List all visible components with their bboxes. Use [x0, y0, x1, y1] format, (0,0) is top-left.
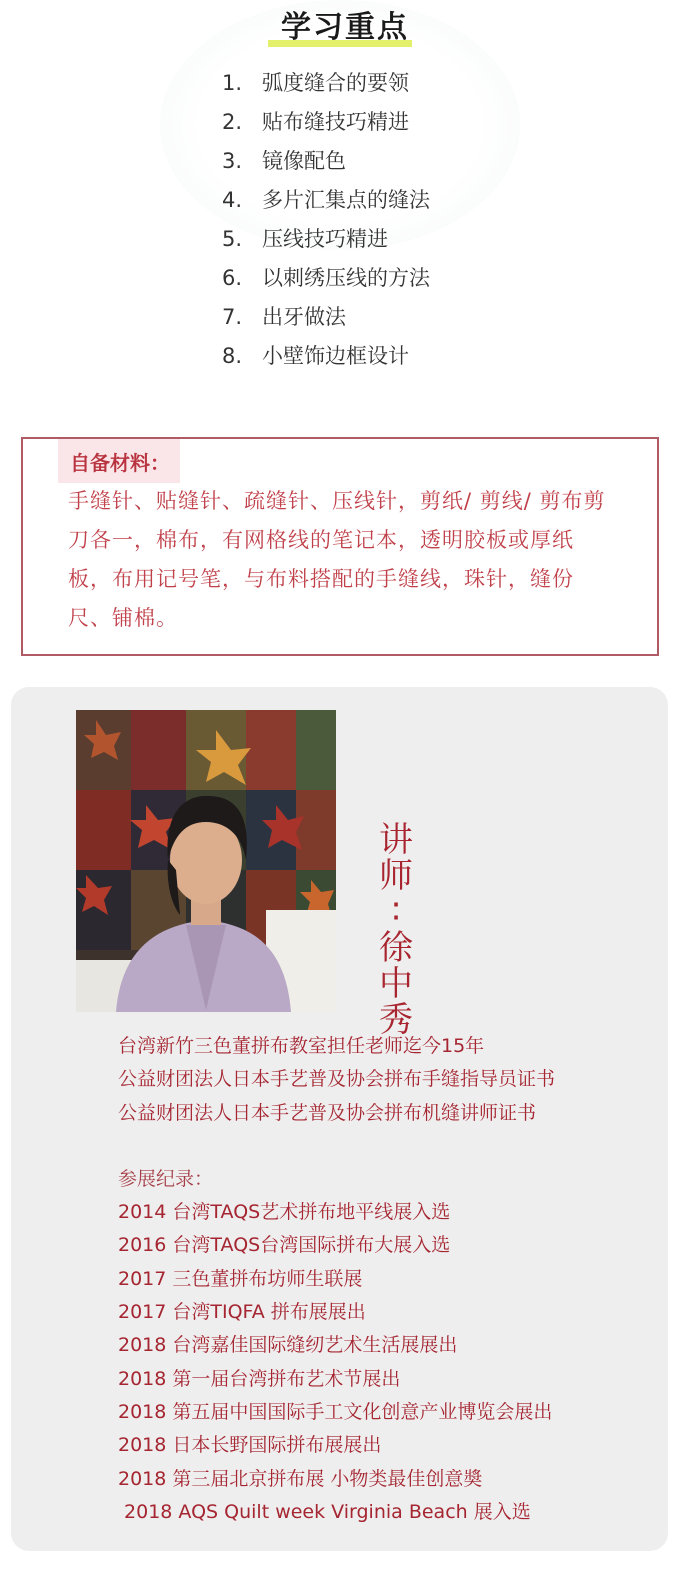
exhibition-item: 2018 第三届北京拼布展 小物类最佳创意奬	[118, 1467, 483, 1490]
credential-line: 公益财团法人日本手艺普及协会拼布手缝指导员证书	[118, 1068, 556, 1091]
materials-line: 刀各一，棉布，有网格线的笔记本，透明胶板或厚纸	[68, 528, 574, 552]
exhibition-item: 2017 三色董拼布坊师生联展	[118, 1267, 363, 1290]
list-item: 2. 贴布缝技巧精进	[222, 110, 409, 134]
materials-line: 尺、铺棉。	[68, 606, 178, 630]
teacher-bio	[118, 1030, 658, 1529]
teacher-name-vertical: 讲 师 ∶ 徐 中 秀	[379, 820, 413, 1040]
key-points-list	[222, 64, 430, 376]
list-item: 5. 压线技巧精进	[222, 227, 388, 251]
exhibition-item: 2018 第一届台湾拼布艺术节展出	[118, 1367, 401, 1390]
exhibition-item: 2018 日本长野国际拼布展展出	[118, 1434, 382, 1457]
list-item: 6. 以刺绣压线的方法	[222, 266, 430, 290]
credential-line: 台湾新竹三色董拼布教室担任老师迄今15年	[118, 1035, 485, 1057]
quilt-portrait-image	[76, 710, 336, 1012]
exhibition-item: 2018 台湾嘉佳国际缝纫艺术生活展展出	[118, 1334, 458, 1357]
credential-line: 公益财团法人日本手艺普及协会拼布机缝讲师证书	[118, 1101, 537, 1124]
materials-heading: 自备材料：	[70, 451, 170, 475]
exhibition-item: 2016 台湾TAQS台湾国际拼布大展入选	[118, 1234, 451, 1257]
exhibition-item: 2018 AQS Quilt week Virginia Beach 展入选	[118, 1500, 531, 1523]
list-item: 8. 小壁饰边框设计	[222, 344, 409, 368]
exhibition-item: 2014 台湾TAQS艺术拼布地平线展入选	[118, 1201, 451, 1224]
materials-text	[68, 482, 628, 638]
materials-line: 板，布用记号笔，与布料搭配的手缝线，珠针，缝份	[68, 567, 574, 591]
spacer	[118, 1130, 658, 1163]
list-item: 4. 多片汇集点的缝法	[222, 188, 430, 212]
materials-line: 手缝针、贴缝针、疏缝针、压线针，剪纸/ 剪线/ 剪布剪	[68, 489, 606, 513]
list-item: 1. 弧度缝合的要领	[222, 71, 409, 95]
exhibitions-heading: 参展纪录：	[118, 1167, 214, 1190]
teacher-photo	[76, 710, 336, 1012]
key-points-title: 学习重点	[281, 10, 409, 45]
exhibition-item: 2017 台湾TIQFA 拼布展展出	[118, 1301, 366, 1324]
list-item: 3. 镜像配色	[222, 149, 346, 173]
list-item: 7. 出牙做法	[222, 305, 346, 329]
exhibition-item: 2018 第五届中国国际手工文化创意产业博览会展出	[118, 1400, 553, 1423]
